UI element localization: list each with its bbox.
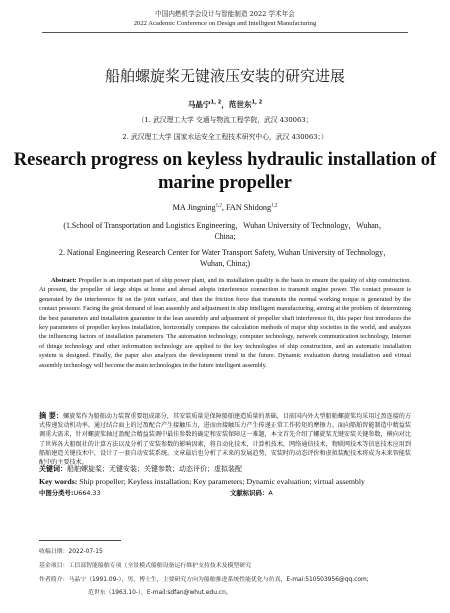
affiliation-en-1: (1.School of Transportation and Logistics Engineering，Wuhan University of Technology，Wuhan， [63,221,387,230]
abstract-cn-text: 螺旋桨作为船舶动力装置重要组成部分，其安装质量是保障船舶建造质量的基础，目前国内外大型船舶螺旋桨均采用过盈连接的方式传递发动机功率。通过结合面上的过盈配合产生接触压力，进而由接触压力产生传递正常工作转矩的摩擦力。面向船舶智能制造中精益装调重大需求，针对螺旋桨轴过盈配合精益装调中最佳参数的确定和安装保障这一难题，本文首先介绍了螺旋桨无键安装关键参数，横向对比了世界各大船级社的计算方法以及分析了安装参数的影响因素，将自动化技术，计算机技术，网络通信技术，物联网技术等信息技术应用到船舶建造关键技术中，设计了一套自动安装系统。文章最后也分析了未来的发展趋势，安装时的动态评价和虚拟装配技术将成为未来智能装配中的主要技术。 [39,413,411,467]
affiliation-en-1-cont: China; [214,232,236,241]
footnote-fund: 基金项目：工信部智能船舶专项（全景模式船舶设备运行维护支持技术及模型研究 [39,563,252,569]
affiliation-en-2: 2. National Engineering Research Center for Water Transport Safety, Wuhan University of Technology， [59,248,391,257]
running-header-en: 2022 Academic Conference on Design and Intelligent Manufacturing [133,20,317,27]
author-cn-2-sup: 1, 2 [251,99,263,106]
keywords-cn [39,464,242,474]
keywords-en [39,477,411,486]
classification-label: 中图分类号: [39,489,74,497]
doc-code-label: 文献标识码： [230,489,269,497]
classification-number [39,488,101,497]
author-cn-1: 马晶宁 [187,100,211,109]
author-cn-sep: ， [221,100,229,109]
keywords-cn-text: 船舶螺旋桨；无键安装；关键参数；动态评价；虚拟装配 [67,465,242,473]
affiliation-cn-2: 2. 武汉理工大学 国家水运安全工程技术研究中心，武汉 430063；） [122,133,328,141]
author-en-1: MA Jingning [172,203,216,212]
keywords-en-text: Ship propeller; Keyless installation; Key parameters; Dynamic evaluation; virtual assembly [79,477,365,486]
doc-code-value: A [268,489,273,497]
author-en-1-sup: 1,2 [215,203,222,209]
abstract-en [39,276,411,370]
author-en-2-sup: 1,2 [271,203,278,209]
authors-en [0,203,450,212]
abstract-cn-label: 摘 要： [39,411,64,420]
abstract-cn [39,411,411,467]
keywords-en-label: Key words: [39,477,78,486]
document-code [230,488,273,497]
abstract-en-text: Propeller is an important part of ship power plant, and its installation quality is the basis to ensure the quality of ship construction. At present, the propeller of large ships at home and abroad adopts interference connection to transmit engine power. The contact pressure is generated by the interference fit on the joint surface, and then the friction force that transmits the normal working torque is generated by the contact pressure. Facing the great demand of lean assembly and adjustment in ship intelligent manufacturing, aiming at the problem of determining the best parameters and installation guarantee in the lean assembly and adjustment of propeller shaft interference fit, this paper first introduces the key parameters of propeller keyless installation, horizontally compares the calculation methods of major ship societies in the world, and analyzes the influencing factors of installation parameters. The automation technology, computer technology, network communication technology, Internet of things technology and other information technology are applied to the key technologies of ship construction, and an automatic installation system is designed. Finally, the paper also analyzes the development trend in the future. Dynamic evaluation during installation and virtual assembly technology will become the main technologies in the future intelligent assembly. [39,277,412,369]
affiliation-en-2-cont: Wuhan, China;) [199,259,251,268]
authors-cn [0,99,450,110]
header-rule [42,32,408,33]
author-cn-1-sup: 1, 2 [210,99,222,106]
keywords-cn-label: 关键词： [39,465,67,473]
footnote-rule [39,540,121,541]
title-cn: 船舶螺旋桨无键液压安装的研究进展 [104,67,345,85]
footnote-received: 收稿日期：2022-07-15 [39,549,103,555]
running-header-cn: 中国内燃机学会设计与智能制造 2022 学术年会 [155,10,295,18]
author-en-sep: , [221,203,226,212]
classification-value: U664.33 [73,489,101,497]
author-cn-2: 范世东 [228,100,252,109]
abstract-en-label: Abstract: [51,277,77,284]
author-en-2: FAN Shidong [225,203,272,212]
title-en-line2: marine propeller [158,173,292,193]
footnote-author-2: 范世东（1963.10-），E-mail:sdfan@whut.edu.cn。 [88,590,232,596]
footnote-author-1: 作者简介：马晶宁（1991.09-），男，博士生，主要研究方向为船舶推进系统性能优化与仿真，E-mai:510503956@qq.com; [39,577,369,583]
title-en-line1: Research progress on keyless hydraulic installation of [13,150,437,170]
affiliation-cn-1: （1. 武汉理工大学 交通与物流工程学院，武汉 430063； [137,116,313,124]
